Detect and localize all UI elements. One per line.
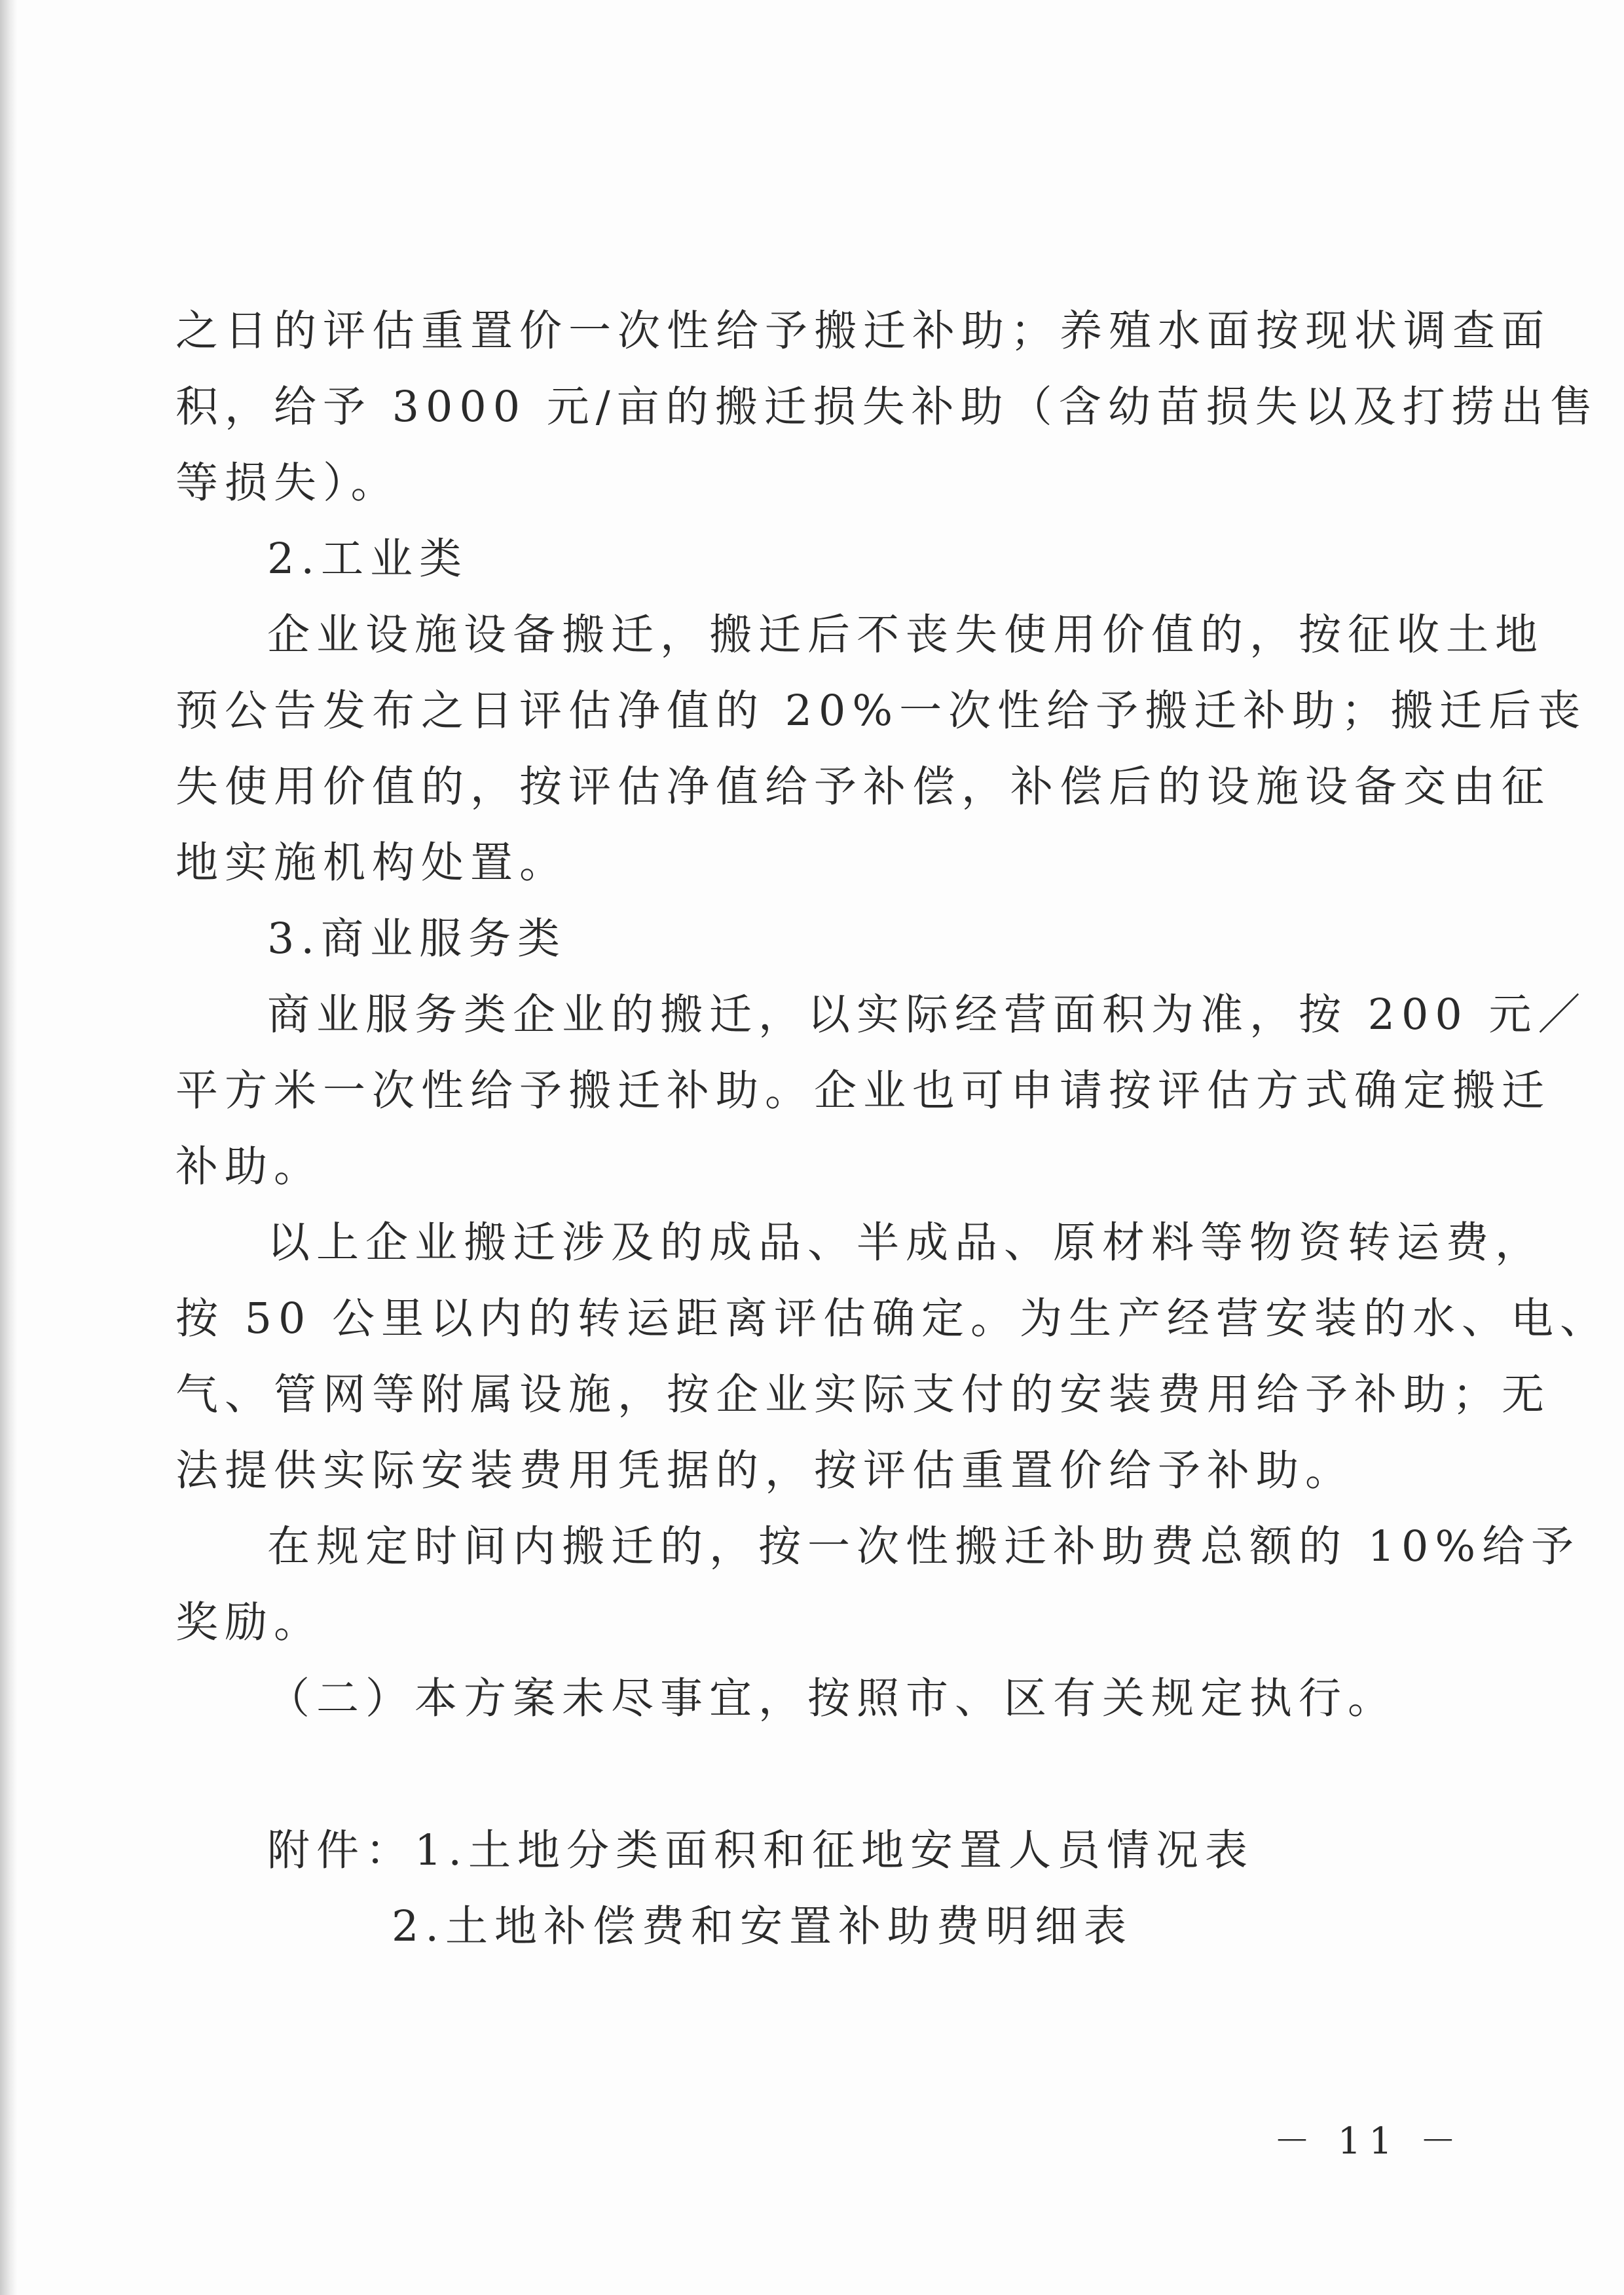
attachment-line-2: 2.土地补偿费和安置补助费明细表 — [392, 1902, 1134, 1951]
section-heading-commerce: 3.商业服务类 — [267, 914, 567, 963]
text-line: 以上企业搬迁涉及的成品、半成品、原材料等物资转运费， — [267, 1218, 1545, 1267]
text-line: 商业服务类企业的搬迁，以实际经营面积为准，按 200 元／ — [267, 990, 1587, 1039]
body-text — [175, 293, 1610, 1965]
text-line: 平方米一次性给予搬迁补助。企业也可申请按评估方式确定搬迁 — [175, 1066, 1551, 1115]
text-line: 在规定时间内搬迁的，按一次性搬迁补助费总额的 10%给予 — [267, 1522, 1581, 1571]
text-line: 气、管网等附属设施，按企业实际支付的安装费用给予补助；无 — [175, 1370, 1551, 1419]
attachment-line-1: 附件：1.土地分类面积和征地安置人员情况表 — [267, 1826, 1255, 1875]
blank-line — [175, 1737, 1383, 1813]
text-line: 补助。 — [175, 1142, 323, 1191]
text-line: 企业设施设备搬迁，搬迁后不丧失使用价值的，按征收土地 — [267, 610, 1545, 660]
page-number: － 11 － — [1274, 2120, 1464, 2163]
text-line: 预公告发布之日评估净值的 20%一次性给予搬迁补助；搬迁后丧 — [175, 686, 1587, 736]
scan-edge — [0, 0, 17, 2295]
text-line: 按 50 公里以内的转运距离评估确定。为生产经营安装的水、电、 — [175, 1294, 1610, 1343]
text-line: 奖励。 — [175, 1598, 323, 1647]
text-line: 积，给予 3000 元/亩的搬迁损失补助（含幼苗损失以及打捞出售 — [175, 382, 1599, 432]
text-line: 之日的评估重置价一次性给予搬迁补助；养殖水面按现状调查面 — [175, 307, 1551, 356]
text-line: 等损失）。 — [175, 458, 400, 508]
text-line: （二）本方案未尽事宜，按照市、区有关规定执行。 — [267, 1674, 1397, 1723]
text-line: 地实施机构处置。 — [175, 838, 569, 887]
text-line: 失使用价值的，按评估净值给予补偿，补偿后的设施设备交由征 — [175, 762, 1551, 812]
text-line: 法提供实际安装费用凭据的，按评估重置价给予补助。 — [175, 1446, 1355, 1495]
section-heading-industry: 2.工业类 — [267, 534, 469, 584]
